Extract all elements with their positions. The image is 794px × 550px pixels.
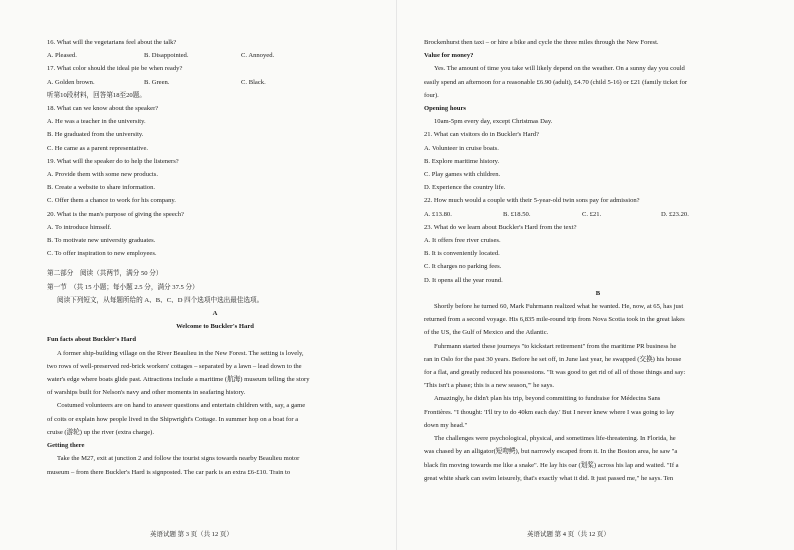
question-17: 17. What color should the ideal pie be when ready? (47, 65, 183, 73)
paragraph-line: of warships built for Nelson's navy and other moments in seafaring history. (47, 389, 246, 397)
paragraph-line: The challenges were psychological, physical, and sometimes life-threatening. In Florida, he (434, 435, 676, 443)
reading-instruction: 阅读下列短文，从每题所给的 A、B、C、D 四个选项中选出最佳选项。 (57, 296, 264, 304)
question-20: 20. What is the man's purpose of giving the speech? (47, 210, 184, 218)
section-heading: Fun facts about Buckler's Hard (47, 336, 137, 344)
paragraph-line: of coits or explain how people lived in the Shipwright's Cottage. In summer hop on a boat for a (47, 415, 299, 423)
section-1-heading: 第一节 （共 15 小题；每小题 2.5 分，满分 37.5 分） (47, 283, 199, 291)
paragraph-line: Brockenhurst then taxi – or hire a bike and cycle the three miles through the New Forest. (424, 39, 659, 46)
page-footer: 英语试题 第 4 页（共 12 页） (527, 531, 610, 538)
option-a: A. Volunteer in cruise boats. (424, 144, 499, 152)
option-c: C. It charges no parking fees. (424, 263, 502, 271)
listening-instruction: 听第10段材料，回答第18至20题。 (47, 91, 146, 99)
option-c: C. He came as a parent representative. (47, 144, 149, 152)
question-16: 16. What will the vegetarians feel about the talk? (47, 39, 177, 46)
paragraph-line: Fuhrmann started these journeys "to kickstart retirement" from the maritime PR business he (434, 342, 677, 350)
option-b: B. £18.50. (503, 210, 531, 218)
paragraph-line: four). (424, 91, 439, 99)
section-heading: Getting there (47, 442, 85, 450)
paragraph-line: Amazingly, he didn't plan his trip, beyond committing to fundraise for Médecins Sans (434, 395, 661, 403)
paragraph-line: 10am-5pm every day, except Christmas Day. (434, 118, 553, 126)
option-c: C. Black. (241, 78, 266, 86)
question-22-options (424, 208, 772, 221)
option-a: A. £13.80. (424, 210, 452, 218)
paragraph-line: of the US, the Gulf of Mexico and the Atlantic. (424, 329, 549, 337)
spacer (47, 260, 383, 267)
paragraph-line: returned from a second voyage. His 6,835 mile-round trip from Nova Scotia took in the great lakes (424, 316, 685, 324)
option-b: B. Create a website to share information. (47, 184, 156, 192)
paragraph-line: A former ship-building village on the River Beaulieu in the New Forest. The setting is lovely, (57, 349, 304, 357)
option-b: B. It is conveniently located. (424, 250, 500, 258)
paragraph-line: easily spend an afternoon for a reasonable £6.90 (adult), £4.70 (child 5-16) or £21 (family ticket for (424, 78, 688, 86)
option-c: C. Annoyed. (241, 52, 275, 60)
paragraph-line: great white shark can swim leisurely, that's exactly what it did. It just passed me," he says. Ten (424, 474, 674, 482)
paragraph-line: cruise (游轮) up the river (extra charge). (47, 428, 154, 436)
option-d: D. £23.20. (661, 210, 689, 218)
option-b: B. Disappointed. (144, 52, 189, 60)
option-a: A. Golden brown. (47, 78, 95, 86)
question-22: 22. How much would a couple with their 5-year-old twin sons pay for admission? (424, 197, 640, 205)
option-a: A. He was a teacher in the university. (47, 118, 146, 126)
paragraph-line: ran in Oslo for the past 30 years. Before he set off, in June last year, he swapped (交换) his house (424, 355, 682, 363)
question-21: 21. What can visitors do in Buckler's Hard? (424, 131, 539, 139)
question-16-options (47, 49, 383, 62)
option-a: A. Pleased. (47, 52, 77, 60)
question-17-options (47, 76, 383, 89)
option-b: B. To motivate new university graduates. (47, 237, 156, 245)
section-heading: Value for money? (424, 52, 474, 60)
paragraph-line: for a flat, and greatly reduced his possessions. "It was good to get rid of all of those things and say: (424, 369, 686, 377)
option-c: C. Play games with children. (424, 171, 501, 179)
paragraph-line: Yes. The amount of time you take will likely depend on the weather. On a sunny day you could (434, 65, 685, 73)
paragraph-line: Take the M27, exit at junction 2 and follow the tourist signs towards nearby Beaulieu motor (57, 455, 300, 463)
page-4 (397, 0, 794, 550)
question-18: 18. What can we know about the speaker? (47, 105, 159, 113)
paragraph-line: 'This isn't a phase; this is a new season,'" he says. (424, 382, 555, 390)
paragraph-line: Shortly before he turned 60, Mark Fuhrmann realized what he wanted. He, now, at 65, has just (434, 303, 684, 311)
paragraph-line: two rows of well-preserved red-brick workers' cottages – separated by a lawn – lead down to the (47, 362, 302, 370)
paragraph-line: was chased by an alligator(短吻鳄), but narrowly escaped from it. In the Boston area, he saw "a (424, 448, 678, 456)
option-a: A. Provide them with some new products. (47, 171, 158, 179)
option-c: C. Offer them a chance to work for his company. (47, 197, 176, 205)
option-a: A. To introduce himself. (47, 223, 112, 231)
option-d: D. It opens all the year round. (424, 276, 503, 284)
paragraph-line: Frontières. "I thought: 'I'll try to do 40km each day.' But I never knew where I was going to lay (424, 408, 675, 416)
paragraph-line: water's edge where boats glide past. Attractions include a maritime (航海) museum telling the story (47, 376, 310, 384)
option-b: B. He graduated from the university. (47, 131, 144, 139)
option-d: D. Experience the country life. (424, 184, 506, 192)
paragraph-line: museum – from there Buckler's Hard is signposted. The car park is an extra £6-£10. Train to (47, 468, 291, 476)
page-footer: 英语试题 第 3 页（共 12 页） (150, 531, 233, 538)
question-23: 23. What do we learn about Buckler's Hard from the text? (424, 223, 577, 231)
question-19: 19. What will the speaker do to help the listeners? (47, 157, 179, 165)
paragraph-line: down my head." (424, 421, 468, 429)
passage-title: Welcome to Buckler's Hard (176, 323, 254, 331)
paragraph-line: black fin moving towards me like a snake". He lay his oar (划桨) across his lap and waited. "If a (424, 461, 679, 469)
option-b: B. Explore maritime history. (424, 157, 500, 165)
paragraph-line: Costumed volunteers are on hand to answer questions and entertain children with, say, a game (57, 402, 306, 410)
passage-letter: A (212, 310, 218, 318)
part-2-heading: 第二部分 阅读（共两节，满分 50 分） (47, 270, 163, 278)
option-c: C. To offer inspiration to new employees. (47, 250, 157, 258)
passage-letter: B (595, 289, 601, 297)
section-heading: Opening hours (424, 105, 466, 113)
option-a: A. It offers free river cruises. (424, 237, 501, 245)
option-b: B. Green. (144, 78, 170, 86)
option-c: C. £21. (582, 210, 602, 218)
